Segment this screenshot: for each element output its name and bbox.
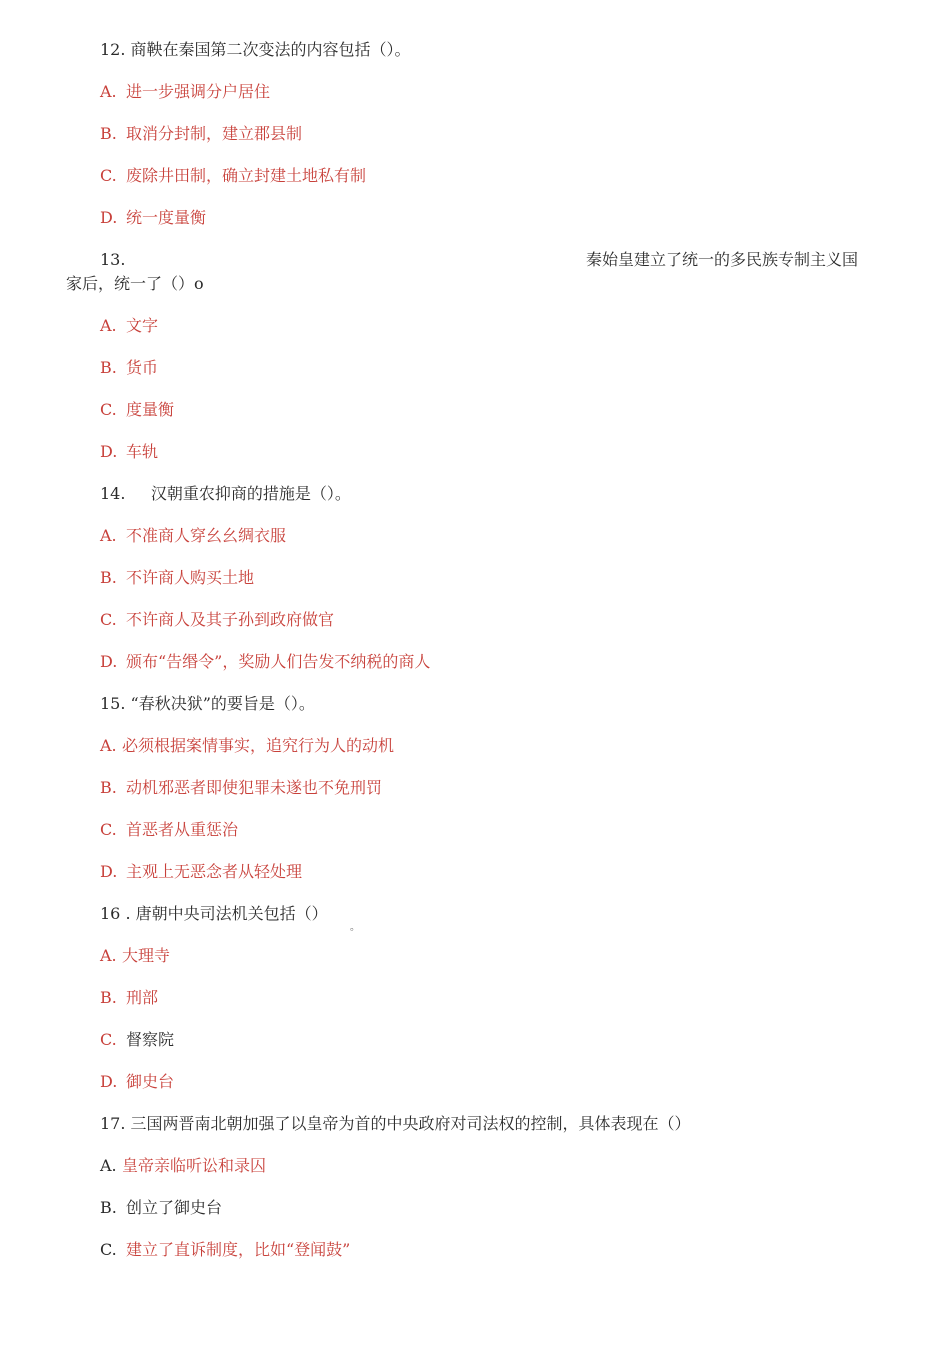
option-c (100, 820, 238, 840)
option-b (100, 568, 254, 588)
option-text: 首恶者从重惩治 (126, 820, 239, 839)
option-letter: B. (100, 988, 117, 1007)
option-a (100, 1156, 266, 1176)
option-letter: B. (100, 1198, 117, 1217)
option-d (100, 652, 430, 672)
option-text: 货币 (126, 358, 159, 377)
option-a (100, 946, 170, 966)
option-letter: A. (100, 946, 117, 965)
option-text: 车轨 (126, 442, 159, 461)
option-letter: C. (100, 1240, 117, 1259)
option-b (100, 1198, 222, 1218)
option-letter: B. (100, 568, 117, 587)
question-stem: 17. 三国两晋南北朝加强了以皇帝为首的中央政府对司法权的控制，具体表现在（） (100, 1114, 691, 1133)
option-text: 进一步强调分户居住 (126, 82, 271, 101)
option-d (100, 1072, 174, 1092)
option-c (100, 1240, 350, 1260)
option-text: 统一度量衡 (126, 208, 207, 227)
question-stem: 15. “春秋决狱”的要旨是（）。 (100, 694, 315, 713)
option-letter: C. (100, 820, 117, 839)
question-stem: 秦始皇建立了统一的多民族专制主义国 (586, 250, 859, 269)
option-letter: A. (100, 526, 117, 545)
option-text: 取消分封制，建立郡县制 (126, 124, 303, 143)
option-text: 皇帝亲临听讼和录囚 (122, 1156, 267, 1175)
option-letter: A. (100, 1156, 117, 1175)
option-text: 主观上无恶念者从轻处理 (126, 862, 303, 881)
option-c (100, 1030, 174, 1050)
question-stem: 14. 汉朝重农抑商的措施是（）。 (100, 484, 351, 503)
option-letter: B. (100, 778, 117, 797)
option-letter: B. (100, 358, 117, 377)
option-b (100, 778, 382, 798)
option-letter: D. (100, 652, 118, 671)
option-text: 创立了御史台 (126, 1198, 223, 1217)
option-letter: C. (100, 166, 117, 185)
option-letter: B. (100, 124, 117, 143)
option-letter: C. (100, 610, 117, 629)
option-letter: C. (100, 1030, 117, 1049)
option-text: 动机邪恶者即使犯罪未遂也不免刑罚 (126, 778, 383, 797)
option-letter: C. (100, 400, 117, 419)
option-letter: D. (100, 208, 118, 227)
option-text: 必须根据案情事实，追究行为人的动机 (122, 736, 395, 755)
stray-punctuation: 。 (350, 922, 360, 933)
option-letter: A. (100, 82, 117, 101)
question-stem: 12. 商鞅在秦国第二次变法的内容包括（）。 (100, 40, 411, 59)
option-c (100, 610, 334, 630)
option-text: 御史台 (126, 1072, 175, 1091)
question-stem: 16 . 唐朝中央司法机关包括（） (100, 904, 328, 923)
option-d (100, 442, 158, 462)
option-c (100, 400, 174, 420)
option-text: 大理寺 (122, 946, 171, 965)
option-letter: D. (100, 862, 118, 881)
option-text: 颁布“告缗令”，奖励人们告发不纳税的商人 (126, 652, 431, 671)
question-number: 13. (100, 250, 126, 269)
option-letter: A. (100, 316, 117, 335)
option-b (100, 124, 302, 144)
option-text: 刑部 (126, 988, 159, 1007)
option-letter: D. (100, 1072, 118, 1091)
option-text: 不许商人及其子孙到政府做官 (126, 610, 335, 629)
option-text: 不准商人穿幺幺绸衣服 (126, 526, 287, 545)
option-b (100, 358, 158, 378)
question-stem-continued: 家后，统一了（）o (66, 274, 204, 293)
option-letter: D. (100, 442, 118, 461)
option-a (100, 736, 394, 756)
option-c (100, 166, 366, 186)
option-a (100, 82, 270, 102)
option-text: 废除井田制，确立封建土地私有制 (126, 166, 367, 185)
option-text: 不许商人购买土地 (126, 568, 255, 587)
option-text: 度量衡 (126, 400, 175, 419)
option-letter: A. (100, 736, 117, 755)
option-text: 督察院 (126, 1030, 175, 1049)
option-d (100, 862, 302, 882)
option-text: 建立了直诉制度，比如“登闻鼓” (126, 1240, 351, 1259)
option-d (100, 208, 206, 228)
option-b (100, 988, 158, 1008)
option-a (100, 526, 286, 546)
option-a (100, 316, 158, 336)
option-text: 文字 (126, 316, 159, 335)
